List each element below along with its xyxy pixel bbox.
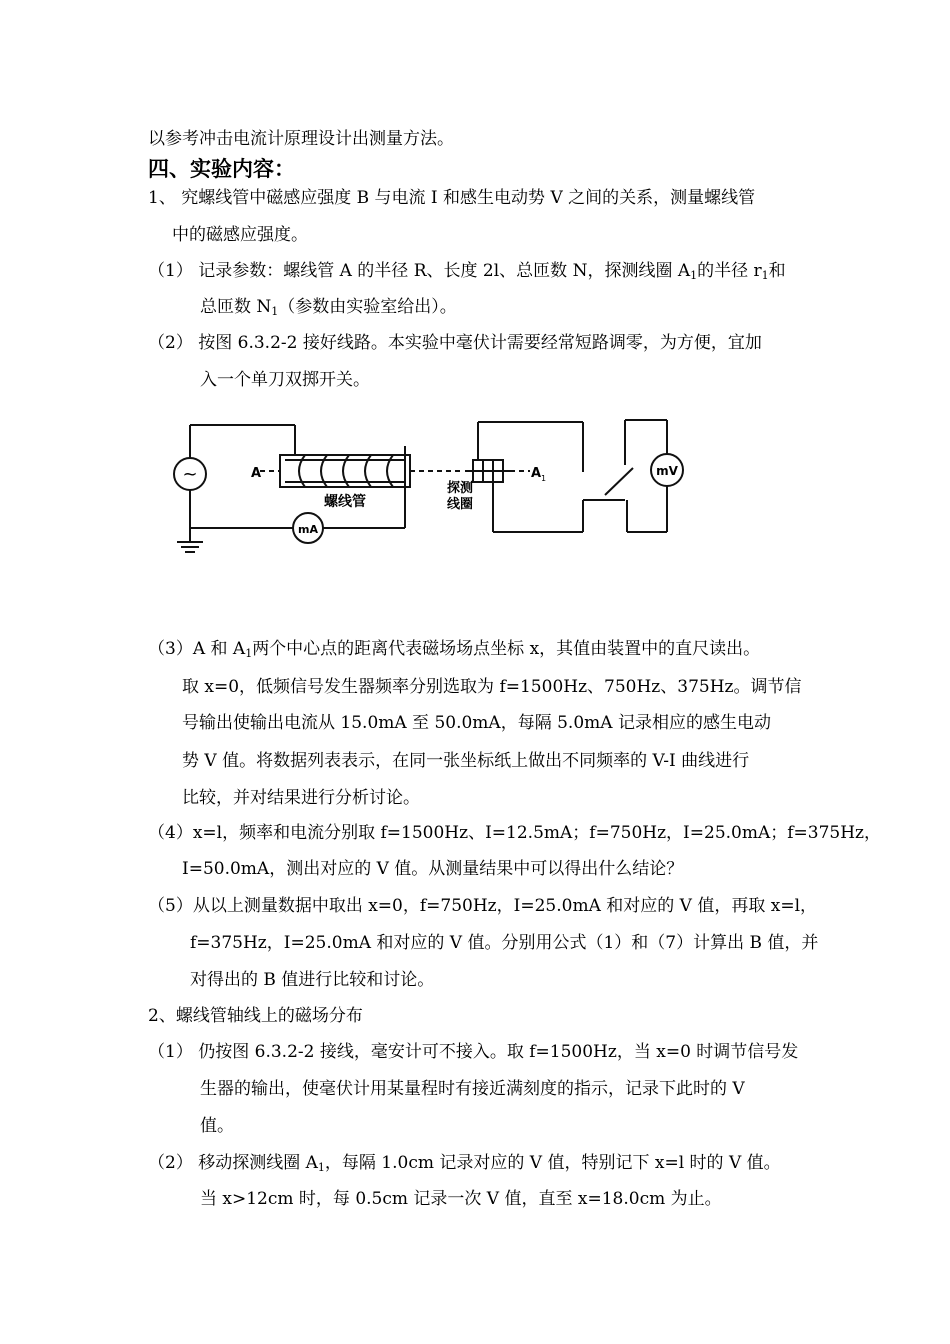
item-2-title: 2、螺线管轴线上的磁场分布 xyxy=(148,1006,363,1026)
label-probe-2: 线圈 xyxy=(447,497,474,512)
label-probe-1: 探测 xyxy=(447,481,474,496)
label-solenoid: 螺线管 xyxy=(324,494,366,510)
item-2-step-2-line-2: 当 x>12cm 时，每 0.5cm 记录一次 V 值，直至 x=18.0cm 为止。 xyxy=(200,1189,722,1209)
text-segment: （1） 记录参数：螺线管 A 的半径 R、长度 2l、总匝数 N，探测线圈 A xyxy=(148,261,691,281)
label-probe-a1-sub: 1 xyxy=(541,474,547,483)
subscript: 1 xyxy=(761,269,769,282)
item-2-step-1-line-3: 值。 xyxy=(200,1116,234,1136)
step-4-line-1: （4）x=l，频率和电流分别取 f=1500Hz、I=12.5mA；f=750Hz，I=25.0mA；f=375Hz， xyxy=(148,823,882,843)
step-5-line-3: 对得出的 B 值进行比较和讨论。 xyxy=(190,970,435,990)
label-millivoltmeter: mV xyxy=(656,464,678,478)
item-2-step-1-line-1: （1） 仍按图 6.3.2-2 接线，毫安计可不接入。取 f=1500Hz，当 x=0 时调节信号发 xyxy=(148,1042,799,1062)
step-3-line-4: 势 V 值。将数据列表表示，在同一张坐标纸上做出不同频率的 V-I 曲线进行 xyxy=(182,751,750,771)
text-segment: （2） 移动探测线圈 A xyxy=(148,1153,318,1173)
step-2-line-1: （2） 按图 6.3.2-2 接好线路。本实验中毫伏计需要经常短路调零，为方便，宜加 xyxy=(148,333,762,353)
item-2-step-2-line-1 xyxy=(148,1151,781,1175)
text-segment: （3）A 和 A xyxy=(148,639,246,659)
circuit-diagram xyxy=(165,410,705,560)
step-3-line-5: 比较，并对结果进行分析讨论。 xyxy=(182,788,420,808)
text-segment: 的半径 r xyxy=(697,261,762,281)
section-heading: 四、实验内容： xyxy=(148,156,295,181)
step-3-line-2: 取 x=0，低频信号发生器频率分别选取为 f=1500Hz、750Hz、375Hz。调节信 xyxy=(182,677,802,697)
text-segment: 和 xyxy=(768,261,786,281)
subscript: 1 xyxy=(317,1161,325,1174)
step-5-line-2: f=375Hz，I=25.0mA 和对应的 V 值。分别用公式（1）和（7）计算出 B 值，并 xyxy=(190,933,819,953)
step-1-line-2 xyxy=(200,295,457,319)
ac-source-icon: ~ xyxy=(182,464,198,485)
subscript: 1 xyxy=(271,305,279,318)
text-segment: ，每隔 1.0cm 记录对应的 V 值，特别记下 x=l 时的 V 值。 xyxy=(324,1153,781,1173)
item-1-line-1: 1、 究螺线管中磁感应强度 B 与电流 I 和感生电动势 V 之间的关系，测量螺线管 xyxy=(148,188,756,208)
item-1-line-2: 中的磁感应强度。 xyxy=(172,225,308,245)
subscript: 1 xyxy=(690,269,698,282)
step-1-line-1 xyxy=(148,259,786,283)
step-3-line-3: 号输出使输出电流从 15.0mA 至 50.0mA，每隔 5.0mA 记录相应的感生电动 xyxy=(182,713,771,733)
text-line: 以参考冲击电流计原理设计出测量方法。 xyxy=(148,129,454,149)
step-5-line-1: （5）从以上测量数据中取出 x=0，f=750Hz，I=25.0mA 和对应的 V 值，再取 x=l， xyxy=(148,896,818,916)
step-2-line-2: 入一个单刀双掷开关。 xyxy=(200,370,370,390)
label-solenoid-a: A xyxy=(251,466,262,481)
text-segment: （参数由实验室给出）。 xyxy=(278,297,457,317)
text-segment: 总匝数 N xyxy=(200,297,272,317)
item-2-step-1-line-2: 生器的输出，使毫伏计用某量程时有接近满刻度的指示，记录下此时的 V xyxy=(200,1079,745,1099)
label-probe-a1: A xyxy=(531,466,542,481)
text-segment: 两个中心点的距离代表磁场场点坐标 x，其值由装置中的直尺读出。 xyxy=(252,639,761,659)
label-milliammeter: mA xyxy=(298,523,318,536)
step-3-line-1 xyxy=(148,637,760,661)
step-4-line-2: I=50.0mA，测出对应的 V 值。从测量结果中可以得出什么结论？ xyxy=(182,859,684,879)
subscript: 1 xyxy=(245,647,253,660)
